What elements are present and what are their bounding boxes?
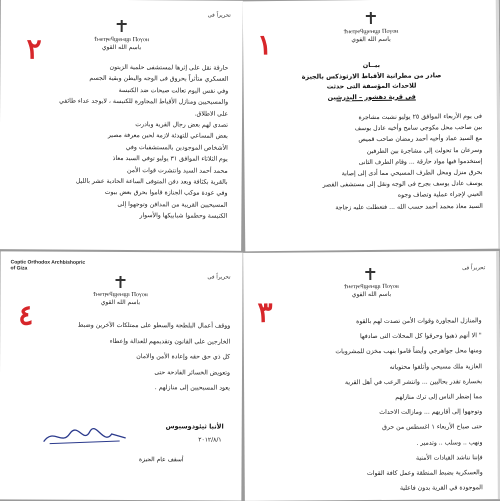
text-line: بحرق منزل ومحل الطرف المسيحي مما أدى إلى إصابة [341,168,483,178]
bismillah-header: باسم الله القوي [101,43,142,52]
signatory-name: الأنبا ثيئودوسيوس [165,422,224,431]
page-number-badge: ١ [256,28,273,62]
date-label: تحريراً فى [207,12,231,19]
text-line: والمسيحيين ومنازل الأقباط المجاورة للكنيسة ، لايوجد عداء طائفي [59,97,229,106]
text-line: الكنيسة وحطموا شبابيكها والأسوار [139,212,228,221]
signatory-title: أسقف عام الجيزة [139,456,184,464]
text-line: العيني لإجراء عملية وتصاف وجوه [397,191,483,200]
coptic-header: Ϯⲙⲉⲧⲣⲉϥϣⲉⲙϣⲓ Ⲡⲟⲩⲟⲛ [93,290,148,299]
coptic-header: Ϯⲙⲉⲧⲣⲉϥϣⲉⲙϣⲓ Ⲡⲟⲩⲟⲛ [94,35,149,44]
text-line: وفي نفس اليوم تعالت صيحات ضد الكنيسة [118,86,229,95]
handwritten-signature [40,424,130,450]
page-number-badge: ٤ [18,298,34,332]
coptic-header: Ϯⲙⲉⲧⲣⲉϥϣⲉⲙϣⲓ Ⲡⲟⲩⲟⲛ [343,27,399,36]
text-line: المسيحيين القريبة من المدافن وتوجهوا إلى [117,200,228,209]
text-line: بعض المساعي للتهدئة لازمة لحين معرفة مصير [107,132,228,141]
text-line: بالقرية بكثافة وبعد دفن المتوفى الساعة الحادية عشر بالليل [75,177,228,186]
text-line: السيد معاذ محمد أحمد حسب الله ... فتعطلت عليه زجاجة [335,202,483,212]
page-number-badge: ٣ [257,295,273,329]
document-page-2 [0,0,243,251]
text-line: مع السيد عماد وأخيه أحمد رمضان صاحب قميص [358,135,483,144]
text-line: على الاطلاق. [194,110,229,118]
date-label: تحريراً فى [207,274,231,281]
text-line: والعسكرية بضبط المنطقة وعمل كافة القوات [366,469,483,478]
cross-icon [365,268,375,280]
statement-title [263,59,479,103]
text-line: الموجودة في القرية بدون فاعلية [399,484,483,493]
text-line: ونهب .. وسلب .. وتدمير . [416,438,483,447]
document-page-1 [243,0,500,251]
letterhead-line: Coptic Orthodox Archbishopric [10,259,86,266]
text-line: حارقة نقل على إثرها لمستشفى حلمية الزيتون [109,63,229,72]
text-line: تصدى لهم بعض رجال القرية وبادرت [135,121,229,129]
signature-date: ٢٠١٢/٨/١ [198,436,222,444]
body-text [9,61,228,222]
text-line: العسكري متأثراً بحروق فى الوجه والبطن وبقية الجسم [89,75,229,84]
body-text [254,313,483,497]
text-line: كل ذي حق حقه وإعادة الأمن والامان [136,353,231,361]
text-line: " الا أنهم ذهبوا وحرقوا كل المحلات التى صادفها [360,332,482,341]
cross-icon [117,20,127,32]
date-label: تحريراً فى [462,265,486,272]
text-line: محمد أحمد السيد وانتشرت قوات الأمن [127,166,228,175]
letterhead-line: of Giza [10,265,28,272]
text-line: وتعويض الخسائر الفادحة حتى [154,368,231,377]
page-edge [496,0,500,249]
text-line: الخارجين على القانون وتقديمهم للعدالة وإعطاء [109,337,231,346]
body-text [254,111,483,214]
text-line: بخسارة تقدر بحاليين ... وانتشر الرعب في أهل القرية [345,378,483,387]
text-line: إستخدموا فيها مواد حارقة ... وقام الطرف الثانى [358,157,483,166]
text-line: ووقف أعمال البلطجة والسطو على ممتلكات الآخرين وضبط [77,321,231,330]
text-line: مما إضطر الناس إلى ترك منازلهم [395,393,483,401]
text-line: ومنها محل جواهرجي وأيضاً قاموا بنهب مخزن للمشروبات [335,347,482,356]
text-line: حتى صباح الأربعاء ١ اغسطس من حرق [382,423,483,432]
title-line: بيــان [362,60,381,70]
document-page-3 [243,251,500,501]
text-line: فإننا نناشد القيادات الأمنية [416,454,483,462]
text-line: والمنازل المجاورة وقوات الأمن تصدت لهم بالقوة [356,317,482,326]
page-edge [496,251,500,499]
page-number-badge: ٢ [26,32,42,66]
text-line: يوسف عادل يوسف بجرح فى الوجه ونقل إلى مستشفى القصر [322,180,483,189]
text-line: وتوجهوا إلى أقاربهم ... ومازالت الاحداث [379,408,483,417]
english-letterhead [11,259,151,272]
text-line: يوم الثلاثاء الموافق ٣١ يوليو توفي السيد معاذ [112,155,228,163]
title-line: للاحداث المؤسفة التى حدثت [326,81,417,91]
bismillah-header: باسم الله القوي [351,35,391,44]
text-line: وسرعان ما تحولت إلى مشاجرة بين الطرفين [366,146,483,155]
cross-icon [115,276,125,288]
text-line: الأشخاص الموجودين بالمستشفيات وفي [125,143,228,152]
bismillah-header: باسم الله القوي [351,290,392,299]
bismillah-header: باسم الله القوي [100,298,141,307]
title-line: فى قرية دهشور – البدرشين [327,92,416,101]
text-line: الغازية ملك مسيحي وأتلفوا محتوياته [389,362,482,371]
text-line: فى يوم الأربعاء الموافق ٢٥ يوليو نشبت مشاجرة [358,112,482,122]
body-text [10,317,230,396]
text-line: يعود المسيحيين إلى منازلهم . [154,384,230,392]
text-line: بين صاحب محل مكوجي سامح وأخيه عادل يوسف [354,124,483,133]
title-line: صادر من مطرانية الأقباط الارثوذكس بالجيزة [301,70,442,81]
coptic-header: Ϯⲙⲉⲧⲣⲉϥϣⲉⲙϣⲓ Ⲡⲟⲩⲟⲛ [344,282,399,291]
document-page-4 [0,251,243,500]
cross-icon [366,12,376,24]
text-line: وفي عودة موكب الجنازة قاموا بحرق بعض بيوت [104,189,228,198]
